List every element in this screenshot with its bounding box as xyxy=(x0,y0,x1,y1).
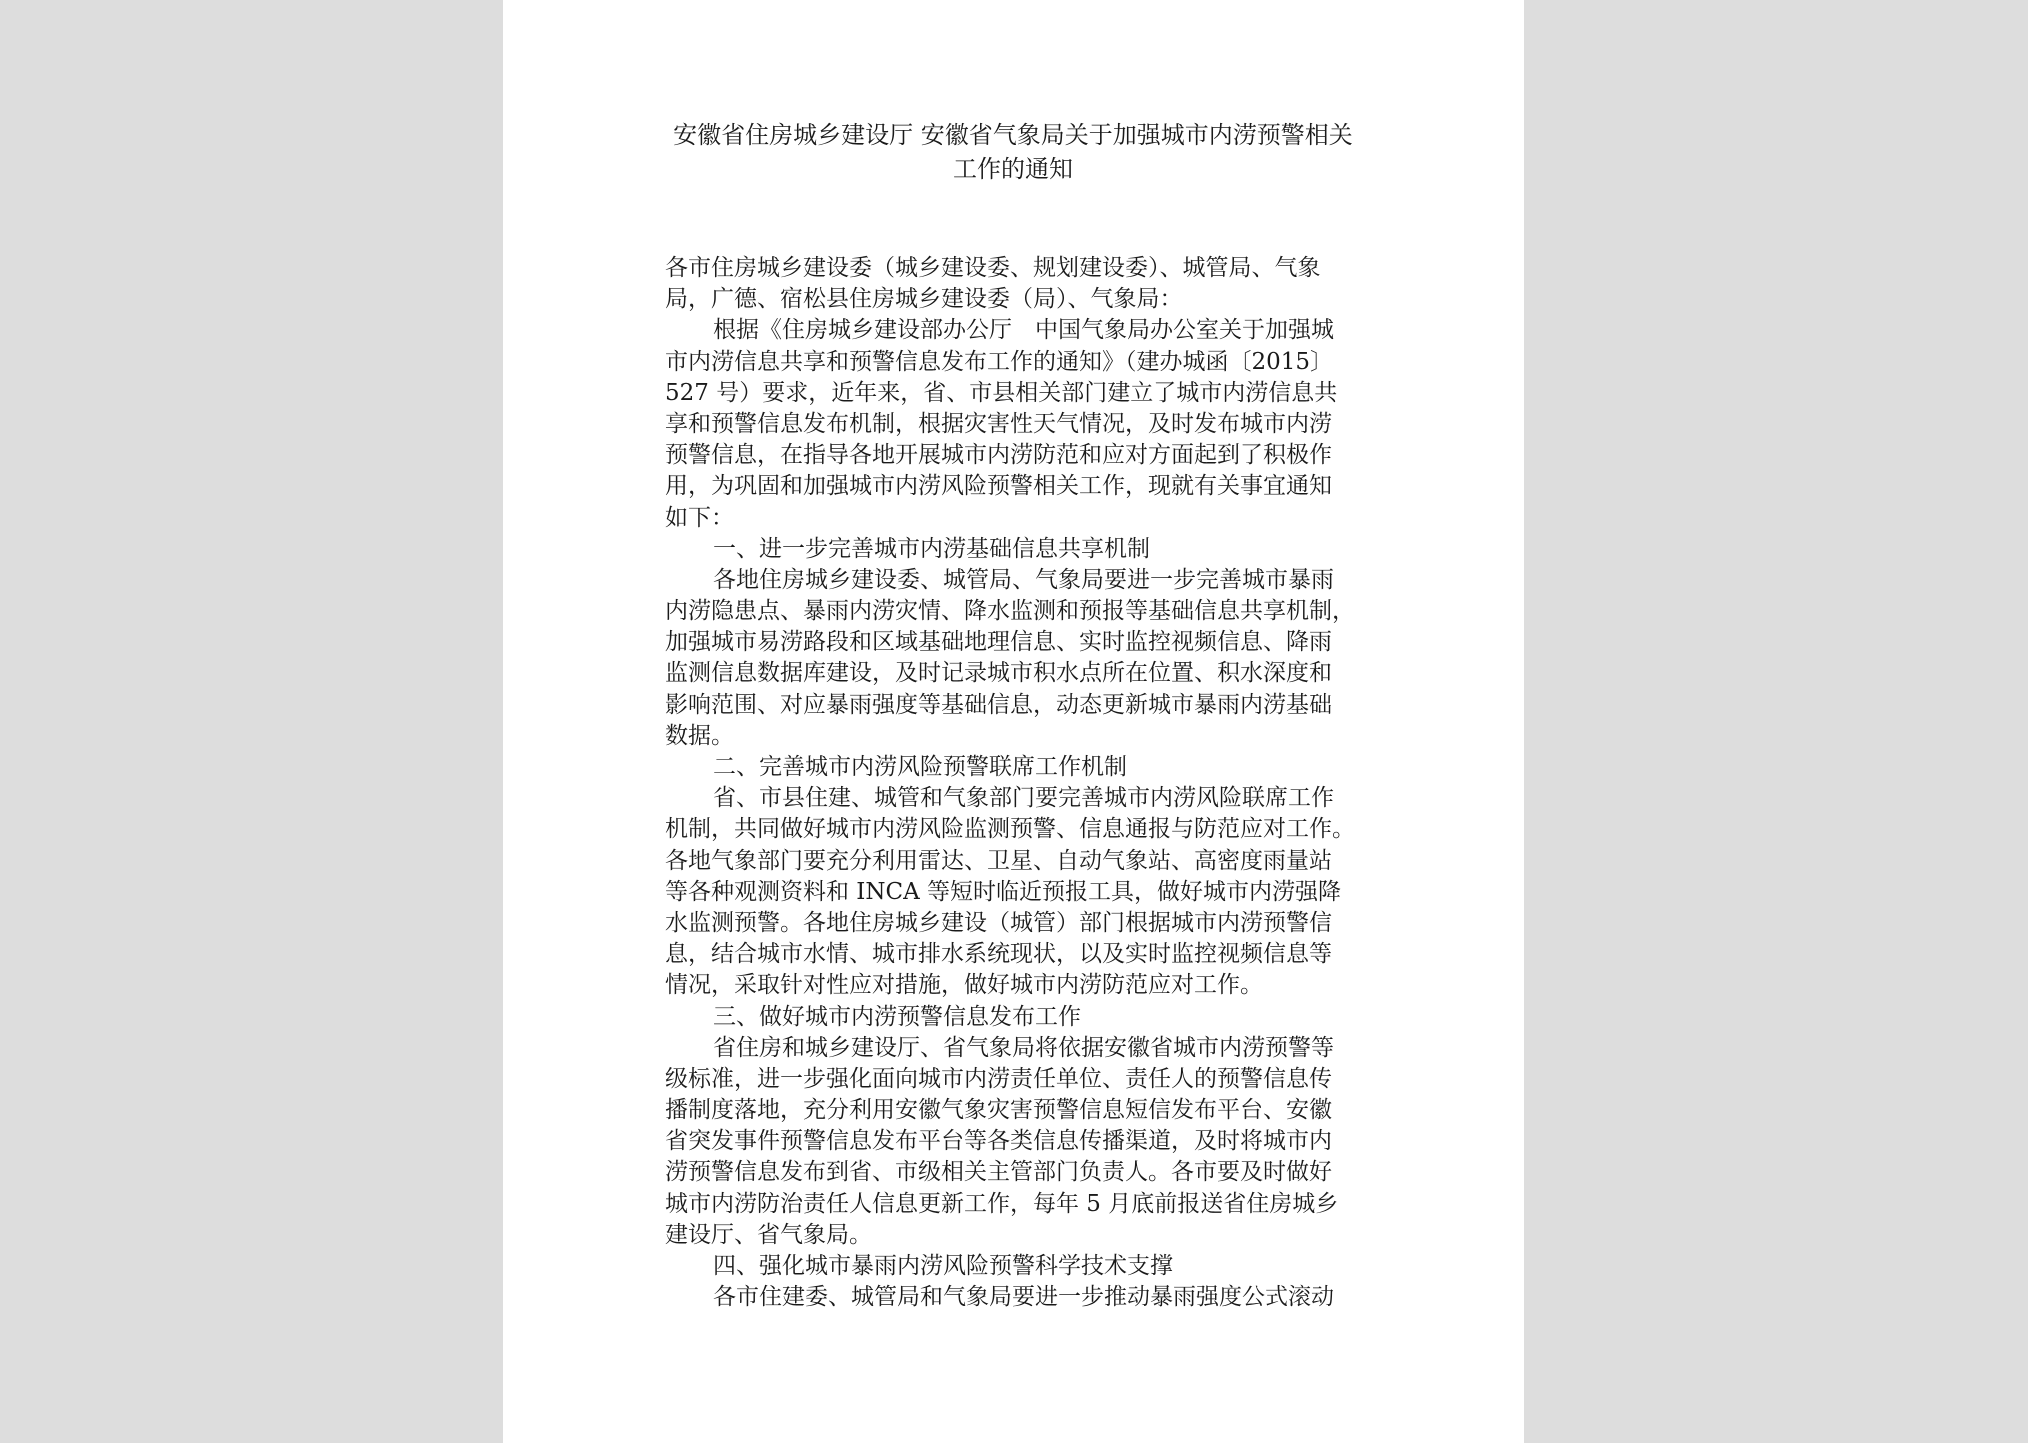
document-body xyxy=(665,253,1385,1313)
body-line: 各地气象部门要充分利用雷达、卫星、自动气象站、高密度雨量站 xyxy=(665,847,1332,874)
body-line: 各市住建委、城管局和气象局要进一步推动暴雨强度公式滚动 xyxy=(713,1284,1334,1311)
body-line: 情况，采取针对性应对措施，做好城市内涝防范应对工作。 xyxy=(665,972,1263,999)
title-line: 安徽省住房城乡建设厅 安徽省气象局关于加强城市内涝预警相关 xyxy=(673,121,1353,149)
body-line: 市内涝信息共享和预警信息发布工作的通知》（建办城函〔2015〕 xyxy=(665,348,1334,375)
body-line: 各地住房城乡建设委、城管局、气象局要进一步完善城市暴雨 xyxy=(713,566,1334,593)
body-line: 内涝隐患点、暴雨内涝灾情、降水监测和预报等基础信息共享机制， xyxy=(665,598,1355,625)
document-page xyxy=(503,0,1524,1443)
body-line: 如下： xyxy=(665,504,734,531)
body-line: 建设厅、省气象局。 xyxy=(665,1221,872,1248)
body-line: 省住房和城乡建设厅、省气象局将依据安徽省城市内涝预警等 xyxy=(713,1034,1334,1061)
body-line: 影响范围、对应暴雨强度等基础信息，动态更新城市暴雨内涝基础 xyxy=(665,691,1332,718)
body-line: 二、完善城市内涝风险预警联席工作机制 xyxy=(713,754,1127,780)
body-line: 级标准，进一步强化面向城市内涝责任单位、责任人的预警信息传 xyxy=(665,1065,1332,1092)
body-line: 省突发事件预警信息发布平台等各类信息传播渠道，及时将城市内 xyxy=(665,1128,1332,1155)
body-line: 根据《住房城乡建设部办公厅 中国气象局办公室关于加强城 xyxy=(713,317,1334,344)
body-line: 涝预警信息发布到省、市级相关主管部门负责人。各市要及时做好 xyxy=(665,1159,1332,1186)
body-line: 数据。 xyxy=(665,722,734,749)
body-line: 机制，共同做好城市内涝风险监测预警、信息通报与防范应对工作。 xyxy=(665,816,1355,843)
body-line: 等各种观测资料和 INCA 等短时临近预报工具，做好城市内涝强降 xyxy=(665,878,1342,905)
body-line: 一、进一步完善城市内涝基础信息共享机制 xyxy=(713,535,1150,562)
title-line: 工作的通知 xyxy=(953,155,1073,183)
body-line: 四、强化城市暴雨内涝风险预警科学技术支撑 xyxy=(713,1253,1173,1279)
body-line: 省、市县住建、城管和气象部门要完善城市内涝风险联席工作 xyxy=(713,785,1334,812)
document-title xyxy=(653,118,1373,186)
body-line: 用，为巩固和加强城市内涝风险预警相关工作，现就有关事宜通知 xyxy=(665,473,1332,500)
body-line: 息，结合城市水情、城市排水系统现状，以及实时监控视频信息等 xyxy=(665,941,1332,968)
body-line: 各市住房城乡建设委（城乡建设委、规划建设委）、城管局、气象 xyxy=(665,255,1321,281)
body-line: 城市内涝防治责任人信息更新工作，每年 5 月底前报送省住房城乡 xyxy=(665,1190,1339,1217)
body-line: 局，广德、宿松县住房城乡建设委（局）、气象局： xyxy=(665,286,1183,313)
body-line: 享和预警信息发布机制，根据灾害性天气情况，及时发布城市内涝 xyxy=(665,410,1332,437)
body-line: 527 号）要求，近年来，省、市县相关部门建立了城市内涝信息共 xyxy=(665,379,1338,406)
body-line: 水监测预警。各地住房城乡建设（城管）部门根据城市内涝预警信 xyxy=(665,909,1332,936)
body-line: 播制度落地，充分利用安徽气象灾害预警信息短信发布平台、安徽 xyxy=(665,1097,1332,1124)
body-line: 监测信息数据库建设，及时记录城市积水点所在位置、积水深度和 xyxy=(665,660,1332,687)
body-line: 加强城市易涝路段和区域基础地理信息、实时监控视频信息、降雨 xyxy=(665,629,1332,656)
body-line: 三、做好城市内涝预警信息发布工作 xyxy=(713,1003,1081,1030)
body-line: 预警信息，在指导各地开展城市内涝防范和应对方面起到了积极作 xyxy=(665,442,1332,469)
